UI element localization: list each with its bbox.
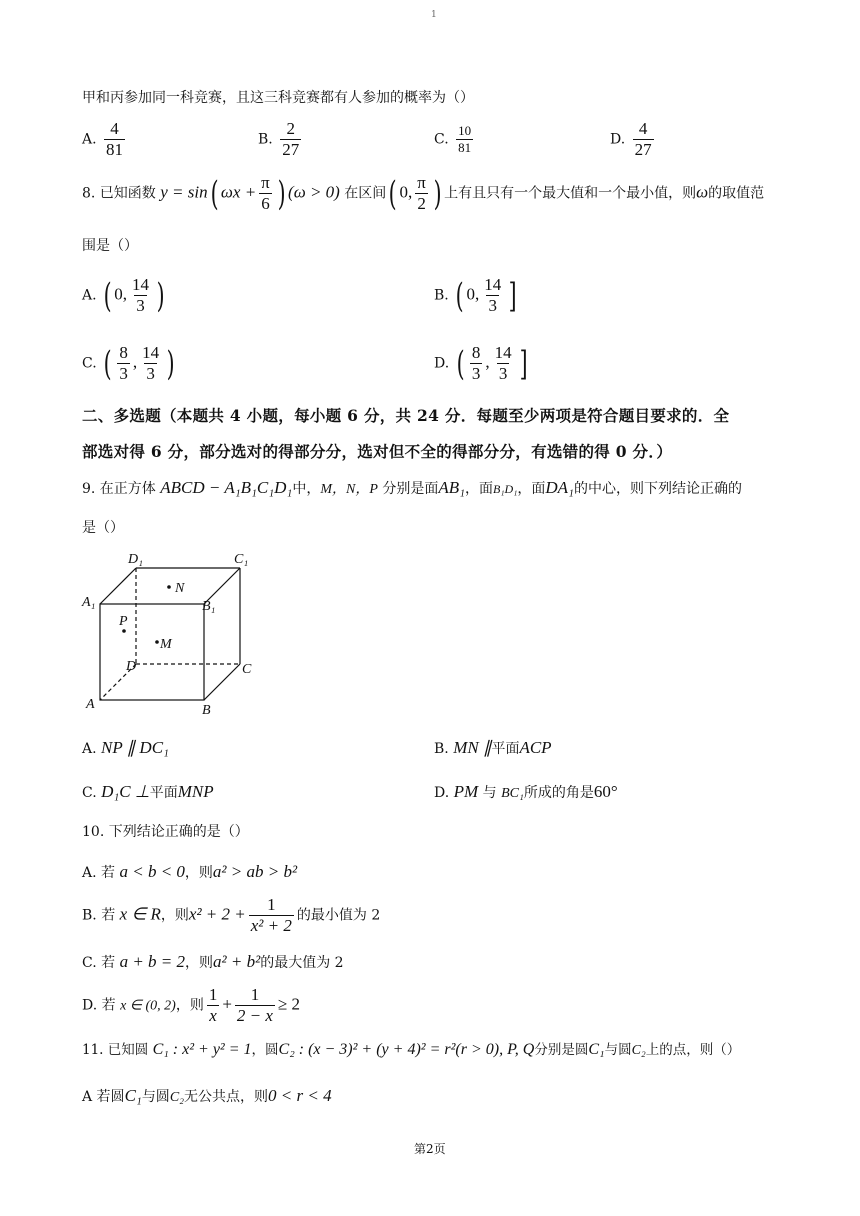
circle-c1: C₁: [124, 1086, 142, 1105]
numerator: 1: [208, 985, 218, 1004]
q8-tail2: 的取值范: [708, 185, 765, 202]
fraction: [117, 344, 130, 383]
numerator: 4: [110, 119, 119, 138]
cube-figure: [80, 548, 270, 720]
denominator: 3: [136, 296, 145, 315]
option-math: NP ∥ DC₁: [101, 738, 169, 757]
option-label: A. 若: [82, 865, 116, 881]
option-math: x ∈ (0, 2): [120, 998, 176, 1014]
denominator: 3: [488, 296, 497, 315]
denominator: 27: [282, 140, 300, 159]
label-p: P: [119, 614, 128, 629]
option-label: B.: [434, 741, 449, 757]
q8-prefix: 8. 已知函数: [82, 185, 156, 202]
page-number: 第2页: [414, 1142, 446, 1156]
function-arg: ωx +: [220, 182, 257, 202]
q10-stem: 10. 下列结论正确的是（）: [82, 824, 249, 840]
denominator: x² + 2: [250, 916, 292, 935]
point-p: [122, 629, 126, 633]
paren-right: ): [166, 343, 175, 384]
paren-left: (: [103, 343, 112, 384]
section-heading: 二、多选题（本题共 4 小题，每小题 6 分，共 24 分．每题至少两项是符合题目要求的．全: [82, 406, 730, 425]
option-text: ，则: [185, 955, 214, 971]
option-label: C.: [82, 355, 97, 372]
interval-start: 0,: [399, 182, 413, 202]
fraction: [456, 124, 473, 155]
numerator: 10: [458, 123, 472, 138]
q10-option-d: [82, 986, 300, 1025]
q9-option-b: [434, 738, 552, 759]
option-label: D.: [434, 355, 450, 372]
denominator: 3: [471, 364, 481, 383]
fraction: [482, 276, 503, 315]
q11-prefix: 11. 已知圆: [82, 1042, 149, 1058]
numerator: 2: [286, 119, 295, 138]
q10-option-b: [82, 896, 380, 935]
option-text: 与: [482, 785, 497, 801]
q7-option-d: [610, 120, 657, 159]
circle-c2: C₂: [169, 1090, 185, 1105]
bracket-right: ]: [519, 343, 528, 384]
paren-left: (: [103, 275, 112, 316]
q8-option-d: [434, 344, 530, 383]
denominator: x: [209, 1006, 217, 1025]
option-text: 平面: [149, 785, 178, 801]
comma: ,: [485, 352, 490, 372]
option-label: A.: [82, 131, 97, 148]
function-expr: y = sin: [160, 182, 208, 202]
option-math: MN ∥: [453, 738, 492, 757]
option-label: A.: [82, 741, 97, 757]
omega: ω: [696, 182, 709, 202]
q10-option-a: [82, 862, 297, 883]
fraction: [633, 120, 654, 159]
option-label: D.: [434, 785, 450, 801]
option-math: ACP: [519, 738, 552, 757]
q9-text: 分别是面: [382, 481, 439, 497]
option-math: D₁C ⊥: [101, 782, 150, 801]
q11-stem: [82, 1040, 740, 1061]
circle-c1: C₁: [588, 1041, 605, 1058]
points-mnp: M，N，P: [320, 482, 378, 497]
header-mark: 1: [431, 10, 437, 20]
label-b: B: [202, 703, 211, 718]
option-label: D. 若: [82, 997, 116, 1014]
cube-name: ABCD − A₁B₁C₁D₁: [160, 478, 293, 497]
option-text: 的最大值为 2: [260, 955, 344, 971]
option-math: x² + 2 +: [188, 904, 246, 924]
q9-mid: 中，: [292, 481, 321, 497]
paren-right: ): [277, 173, 286, 214]
angle-value: 60°: [593, 782, 618, 801]
fraction: [280, 120, 301, 159]
q9-tail: 的中心，则下列结论正确的: [573, 481, 742, 497]
option-label: C. 若: [82, 955, 116, 971]
q7-stem-tail: 甲和丙参加同一科竞赛，且这三科竞赛都有人参加的概率为（）: [82, 90, 474, 106]
q8-tail: 上有且只有一个最大值和一个最小值，则: [444, 185, 697, 202]
point-n: [167, 585, 171, 589]
q11-tail: 上的点，则（）: [645, 1042, 741, 1058]
option-text: 所成的角是: [523, 785, 594, 801]
circle-c2-eq: C₂ : (x − 3)² + (y + 4)² = r²(r > 0), P, Q: [278, 1041, 535, 1058]
q8-option-b: [434, 276, 519, 315]
label-d: D: [126, 659, 137, 674]
label-m: M: [160, 637, 172, 652]
numerator: 14: [484, 275, 502, 294]
fraction: [415, 174, 428, 213]
option-label: A.: [82, 287, 97, 304]
option-label: D.: [610, 131, 626, 148]
option-math: 0 < r < 4: [268, 1086, 332, 1105]
fraction: [207, 986, 220, 1025]
denominator: 3: [146, 364, 155, 383]
fraction: [235, 986, 275, 1025]
numerator: 14: [494, 343, 512, 362]
denominator: 81: [106, 140, 124, 159]
label-b1: B₁: [202, 599, 216, 614]
option-label: B. 若: [82, 907, 116, 924]
denominator: 3: [498, 364, 508, 383]
denominator: 81: [458, 140, 472, 155]
q7-option-a: [82, 120, 128, 159]
option-math: PM: [453, 782, 479, 801]
q11-and: 与圆: [604, 1042, 632, 1058]
fraction: [470, 344, 483, 383]
label-a: A: [86, 697, 95, 712]
paren-left: (: [388, 173, 397, 214]
label-c1: C₁: [234, 552, 249, 567]
omega-condition: (ω > 0): [288, 182, 340, 202]
plus-sign: +: [222, 994, 232, 1014]
q9-stem: [82, 478, 742, 500]
q8-stem-line2: 围是（）: [82, 238, 138, 254]
fraction: [104, 120, 125, 159]
face-b1d1: B₁D₁: [493, 482, 518, 496]
numerator: 1: [250, 985, 260, 1004]
fraction: [259, 174, 272, 213]
denominator: 3: [119, 364, 128, 383]
label-d1: D₁: [128, 552, 143, 567]
numerator: 14: [132, 275, 150, 294]
option-label: C.: [82, 785, 97, 801]
q8-stem: [82, 174, 764, 213]
point-m: [155, 640, 159, 644]
fraction: [249, 896, 294, 935]
option-text: ，则: [175, 997, 204, 1014]
face-ab1: AB₁: [438, 478, 466, 497]
q9-option-d: [434, 782, 618, 804]
label-n: N: [175, 581, 185, 596]
q9-option-c: [82, 782, 214, 803]
paren-right: ): [156, 275, 165, 316]
q7-option-c: [434, 124, 476, 155]
numerator: 8: [119, 343, 128, 362]
numerator: 4: [638, 119, 648, 138]
q8-option-c: [82, 344, 177, 383]
denominator: 2: [417, 194, 426, 213]
paren-right: ): [433, 173, 442, 214]
q7-option-b: [258, 120, 304, 159]
option-text: 平面: [491, 741, 520, 757]
comma: ,: [132, 352, 138, 372]
option-text: 的最小值为 2: [296, 907, 381, 924]
option-math: BC₁: [501, 786, 524, 801]
fraction: [140, 344, 161, 383]
q8-option-a: [82, 276, 167, 315]
fraction: [130, 276, 151, 315]
q8-mid: 在区间: [344, 185, 387, 202]
face-da1: DA₁: [545, 478, 574, 497]
denominator: 27: [634, 140, 652, 159]
option-label: A 若圆: [82, 1089, 125, 1105]
interval-start: 0,: [114, 284, 128, 304]
q9-prefix: 9. 在正方体: [82, 481, 156, 497]
circle-c1-eq: C₁ : x² + y² = 1: [152, 1041, 252, 1058]
label-c: C: [242, 662, 252, 677]
option-text: 与圆: [141, 1089, 170, 1105]
paren-left: (: [455, 275, 464, 316]
fraction: [493, 344, 514, 383]
paren-left: (: [210, 173, 219, 214]
option-text: ，则: [160, 907, 189, 924]
q11-option-a: [82, 1086, 332, 1108]
option-math: MNP: [177, 782, 214, 801]
option-math: x ∈ R: [119, 904, 161, 924]
option-label: B.: [434, 287, 449, 304]
option-math: a + b = 2: [119, 952, 186, 971]
option-label: C.: [434, 131, 449, 148]
interval-start: 0,: [466, 284, 480, 304]
option-label: B.: [258, 131, 273, 148]
label-a1: A₁: [82, 595, 96, 610]
denominator: 2 − x: [236, 1006, 273, 1025]
q9-stem-line2: 是（）: [82, 520, 124, 536]
inequality: ≥ 2: [277, 994, 301, 1014]
q9-sep: ，面: [517, 481, 546, 497]
numerator: 8: [471, 343, 481, 362]
option-text: ，则: [184, 865, 213, 881]
q9-option-a: [82, 738, 169, 759]
numerator: π: [261, 173, 270, 192]
option-text: 无公共点，则: [184, 1089, 269, 1105]
numerator: 14: [142, 343, 160, 362]
option-math: a < b < 0: [119, 862, 185, 881]
numerator: π: [417, 173, 426, 192]
section-heading-line2: 部选对得 6 分，部分选对的得部分分，选对但不全的得部分分，有选错的得 0 分．）: [82, 442, 673, 461]
q10-option-c: [82, 952, 344, 973]
denominator: 6: [261, 194, 270, 213]
option-math: a² + b²: [213, 952, 261, 971]
paren-left: (: [456, 343, 465, 384]
circle-c2: C₂: [631, 1043, 646, 1058]
numerator: 1: [267, 895, 276, 914]
q11-text: 分别是圆: [534, 1042, 589, 1058]
bracket-right: ]: [508, 275, 517, 316]
q9-sep: ，面: [465, 481, 494, 497]
option-math: a² > ab > b²: [212, 862, 298, 881]
q11-mid: ，圆: [251, 1042, 279, 1058]
